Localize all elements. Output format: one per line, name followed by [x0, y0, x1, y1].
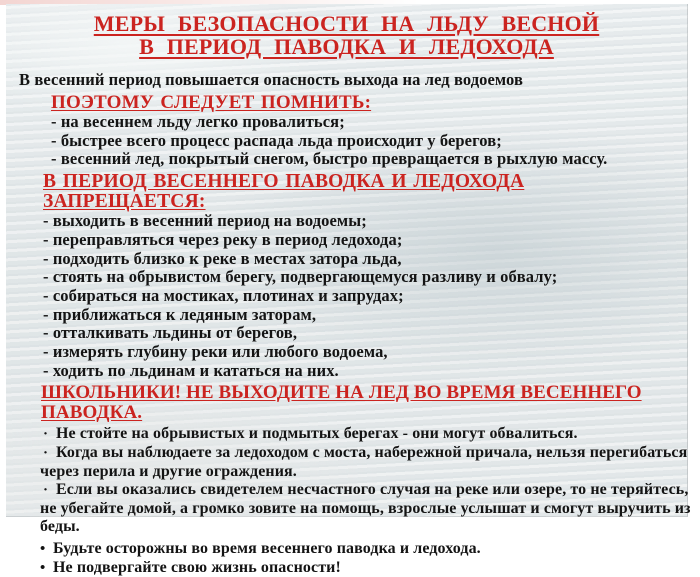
- remember-item: - быстрее всего процесс распада льда происходит у берегов;: [51, 130, 502, 150]
- school-warning: ШКОЛЬНИКИ! НЕ ВЫХОДИТЕ НА ЛЕД ВО ВРЕМЯ ВЕСЕННЕГО ПАВОДКА.: [41, 382, 642, 424]
- remember-heading: ПОЭТОМУ СЛЕДУЕТ ПОМНИТЬ:: [51, 92, 372, 113]
- advice-item: [40, 444, 692, 481]
- forbidden-item: - ходить по льдинам и кататься на них.: [43, 360, 339, 380]
- forbidden-item: - измерять глубину реки или любого водоема,: [43, 342, 388, 362]
- forbidden-item: - стоять на обрывистом берегу, подвергающемуся разливу и обвалу;: [43, 267, 558, 287]
- bullet-dot-icon: •: [40, 541, 46, 557]
- forbidden-item: - приближаться к ледяным заторам,: [43, 304, 317, 324]
- advice-text: Если вы оказались свидетелем несчастного случая на реке или озере, то не теряйтесь, не убегайте домой, а громко зовите на помощь, взрослые услышат и смогут выручить из беды.: [40, 481, 691, 536]
- intro-text: В весенний период повышается опасность выхода на лед водоемов: [19, 70, 524, 89]
- forbidden-item: - подходить близко к реке в местах затора льда,: [43, 248, 402, 268]
- remember-section: [51, 93, 687, 169]
- forbidden-heading: В ПЕРИОД ВЕСЕННЕГО ПАВОДКА И ЛЕДОХОДА ЗАПРЕЩАЕТСЯ:: [43, 171, 525, 213]
- advice-text: Будьте осторожны во время весеннего паводка и ледохода.: [53, 540, 481, 557]
- forbidden-item: - отталкивать льдины от берегов,: [43, 323, 298, 343]
- advice-item: [40, 425, 692, 444]
- advice-item: [40, 481, 692, 537]
- poster-title: [6, 12, 687, 58]
- bullet-dot-icon: ·: [43, 445, 49, 462]
- advice-text: Не подвергайте свою жизнь опасности!: [53, 558, 341, 576]
- bullet-dot-icon: ·: [43, 482, 49, 499]
- advice-text: Не стойте на обрывистых и подмытых берегах - они могут обвалиться.: [56, 425, 578, 443]
- advice-section: [40, 425, 692, 577]
- forbidden-item: - собираться на мостиках, плотинах и запрудах;: [43, 285, 404, 305]
- advice-item: [40, 559, 692, 577]
- poster-title-line2: В ПЕРИОД ПАВОДКА И ЛЕДОХОДА: [139, 34, 554, 59]
- forbidden-item: - переправляться через реку в период ледохода;: [43, 229, 403, 249]
- bullet-dot-icon: ·: [43, 426, 49, 443]
- bullet-dot-icon: •: [40, 559, 46, 576]
- advice-text: Когда вы наблюдаете за ледоходом с моста, набережной причала, нельзя перегибаться через перила и другие ограждения.: [40, 444, 688, 480]
- poster-title-line1: МЕРЫ БЕЗОПАСНОСТИ НА ЛЬДУ ВЕСНОЙ: [93, 11, 600, 36]
- remember-item: - весенний лед, покрытый снегом, быстро превращается в рыхлую массу.: [51, 149, 608, 169]
- remember-item: - на весеннем льду легко провалиться;: [51, 112, 345, 131]
- snow-background: [6, 4, 691, 576]
- forbidden-item: - выходить в весенний период на водоемы;: [43, 211, 367, 231]
- advice-item: [40, 540, 692, 559]
- forbidden-section: [43, 172, 687, 380]
